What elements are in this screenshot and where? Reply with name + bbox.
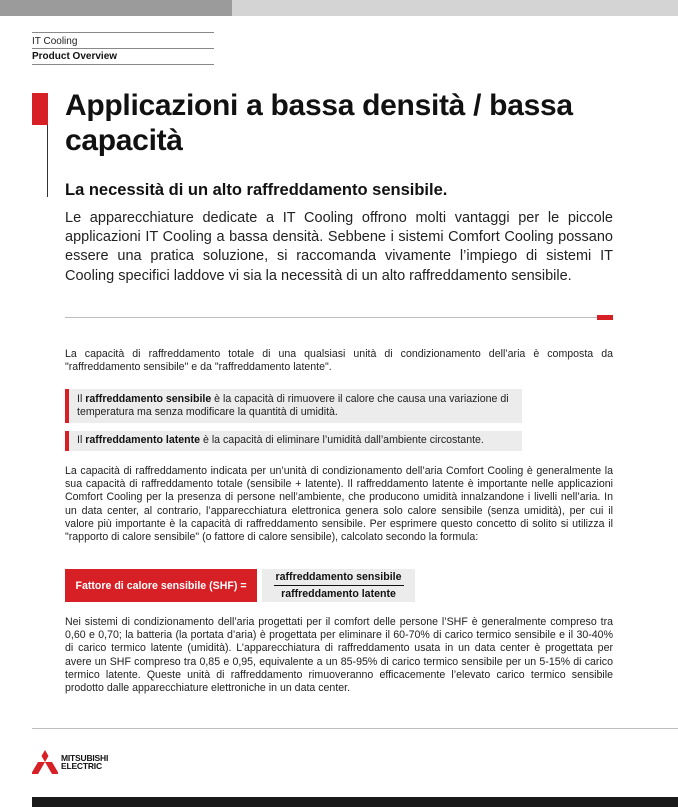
formula-denominator: raffreddamento latente [281, 588, 396, 600]
callout-term: raffreddamento sensibile [85, 393, 212, 405]
callout-text: è la capacità di rimuovere il calore che causa una variazione di temperatura ma senza modificare la quantità di umidità. [77, 393, 509, 419]
paragraph-shf-intro: La capacità di raffreddamento indicata per un’unità di condizionamento dell’aria Comfort Cooling è generalmente la sua capacità di raffreddamento totale (sensibile + latente). Il raffreddamento latente è importante nelle applicazioni Comfort Cooling per la presenza di persone nell’ambiente, che producono umidità innalzandone i livelli nell’aria. In un data center, al contrario, l’apparecchiatura elettronica genera solo calore sensibile (senza umidità), per cui il valore più importante è la capacità di raffreddamento sensibile. Per esprimere questo concetto di solito si utilizza il "rapporto di calore sensibile" (o fattore di calore sensibile), calcolato secondo la formula: [65, 465, 613, 544]
title-accent-bar [32, 93, 48, 125]
mitsubishi-electric-logo [32, 750, 108, 774]
logo-line1: MITSUBISHI [61, 752, 109, 763]
top-bar-left [0, 0, 232, 16]
header-rule-bottom [32, 64, 214, 65]
formula-numerator: raffreddamento sensibile [274, 570, 404, 586]
intro-paragraph: Le apparecchiature dedicate a IT Cooling offrono molti vantaggi per le piccole applicazioni IT Cooling a bassa densità. Sebbene i sistemi Comfort Cooling possano essere una pratica soluzione, si raccomanda vivamente l’impiego di sistemi IT Cooling specifici laddove vi sia la necessità di un alto raffreddamento sensibile. [65, 210, 613, 284]
header-section: IT Cooling [32, 36, 78, 47]
callout-text: è la capacità di eliminare l’umidità dall’ambiente circostante. [200, 434, 484, 446]
formula-label: Fattore di calore sensibile (SHF) = [65, 569, 257, 602]
callout-sensible [65, 389, 522, 423]
paragraph-shf-values: Nei sistemi di condizionamento dell’aria progettati per il comfort delle persone l’SHF è generalmente compreso tra 0,60 e 0,70; la batteria (la portata d’aria) è progettata per eliminare il 60-70% di carico termico sensibile e il 30-40% di carico termico latente (umidità). L’apparecchiatura di raffreddamento usata in un data center è progettata per avere un SHF compreso tra 0,85 e 0,95, equivalente a un 85-95% di carico termico sensibile per un 5-15% di carico termico latente. Queste unità di raffreddamento rimuoveranno efficacemente l’elevato carico termico sensibile prodotto dalle apparecchiature elettroniche in un data center. [65, 616, 613, 695]
three-diamonds-icon [32, 750, 58, 774]
paragraph-capacity: La capacità di raffreddamento totale di una qualsiasi unità di condizionamento dell’aria è composta da "raffreddamento sensibile" e da "raffreddamento latente". [65, 348, 613, 374]
formula-fraction [262, 569, 415, 602]
header-rule-top [32, 32, 214, 33]
callout-prefix: Il [77, 434, 86, 446]
callout-term: raffreddamento latente [85, 434, 201, 446]
section-divider [65, 317, 597, 318]
logo-line2: ELECTRIC [61, 761, 102, 771]
section-divider-accent [597, 315, 613, 320]
top-bar-right [232, 0, 678, 16]
bottom-bar [32, 797, 678, 807]
title-vertical-rule [47, 125, 48, 197]
page-subtitle: La necessità di un alto raffreddamento sensibile. [65, 181, 448, 199]
callout-prefix: Il [77, 393, 86, 405]
header-rule-middle [32, 48, 214, 49]
logo-wordmark [61, 754, 108, 771]
page-title: Applicazioni a bassa densità / bassa capacità [65, 89, 573, 157]
header-subsection: Product Overview [32, 51, 118, 62]
callout-latent [65, 431, 522, 451]
footer-divider [32, 728, 678, 729]
